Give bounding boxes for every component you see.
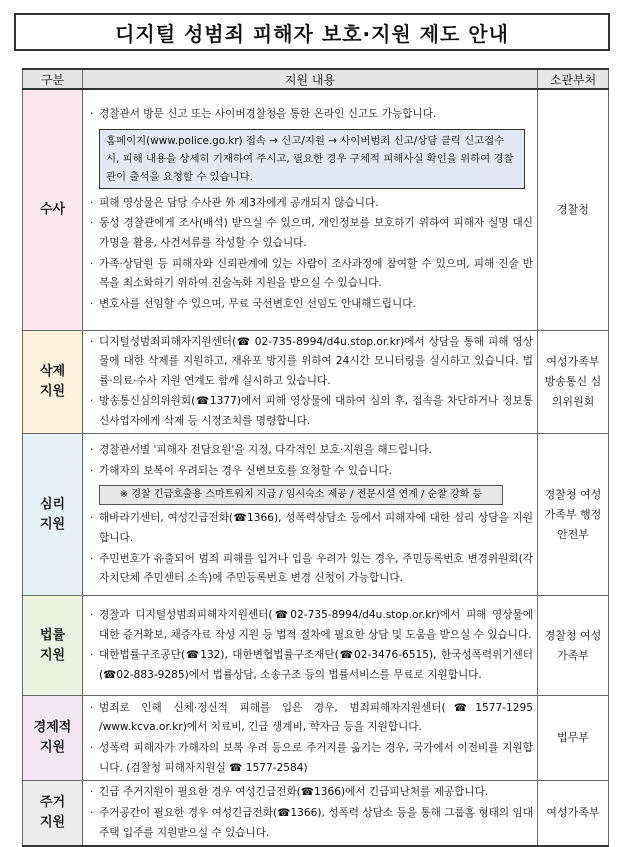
category-label: 경제적 지원 xyxy=(33,720,72,756)
category-cell xyxy=(23,696,83,781)
table-row-investigation xyxy=(23,89,609,330)
list-item: · 방송통신심의위원회(☎1377)에서 피해 영상물에 대하여 심의 후, 접속을 차단하거나 정보통신사업자에게 삭제 등 시정조치를 명령합니다. xyxy=(89,392,533,431)
list-item: · 가족·상담원 등 피해자와 신뢰관계에 있는 사람이 조사과정에 참여할 수 있으며, 피해 진술 반복을 최소화하기 위하여 진술녹화 지원을 받으실 수 있습니다. xyxy=(89,255,533,294)
content-cell xyxy=(83,596,538,696)
table-header-row xyxy=(23,69,609,89)
note-box: ※ 경찰 긴급호출용 스마트워치 지급 / 임시숙소 제공 / 전문시설 연계 / 순찰 강화 등 xyxy=(99,485,503,505)
category-label: 주거 지원 xyxy=(39,795,66,831)
dept-cell: 여성가족부 xyxy=(538,781,609,846)
table-row-housing xyxy=(23,781,609,846)
support-table xyxy=(22,68,609,847)
dept-cell: 법무부 xyxy=(538,696,609,781)
table-row-legal xyxy=(23,596,609,696)
content-cell xyxy=(83,781,538,846)
table-row-economic xyxy=(23,696,609,781)
header-dept: 소관부처 xyxy=(538,69,609,89)
category-cell xyxy=(23,330,83,434)
list-item: · 디지털성범죄피해자지원센터(☎ 02-735-8994/d4u.stop.or.kr)에서 상담을 통해 피해 영상물에 대한 삭제를 지원하고, 재유포 방지를 위하여 24시간 모니터링을 실시하고 있습니다. 법률·의료·수사 지원 연계도 함께 실시하고 있습니다. xyxy=(89,333,533,392)
list-item: · 대한법률구조공단(☎132), 대한변협법률구조재단(☎02-3476-6515), 한국성폭력위기센터(☎02-883-9285)에서 법률상담, 소송구조 등의 법률서비스를 무료로 지원합니다. xyxy=(89,646,533,685)
dept-cell xyxy=(538,434,609,596)
dept-cell xyxy=(538,330,609,434)
list-item: · 변호사를 선임할 수 있으며, 무료 국선변호인 선임도 안내해드립니다. xyxy=(89,295,533,315)
dept-cell: 경찰청 xyxy=(538,89,609,330)
table-row-deletion xyxy=(23,330,609,434)
note-box: 홈페이지(www.police.go.kr) 접속 → 신고/지원 → 사이버범죄 신고/상담 클릭 신고접수 시, 피해 내용을 상세히 기재하여 주시고, 필요한 경우 구체적 피해사실 확인을 위하여 경찰관이 출석을 요청할 수 있습니다. xyxy=(99,129,525,189)
content-cell xyxy=(83,696,538,781)
header-content: 지원 내용 xyxy=(83,69,538,89)
content-cell xyxy=(83,434,538,596)
category-cell xyxy=(23,781,83,846)
category-cell: 수사 xyxy=(23,89,83,330)
list-item: · 가해자의 보복이 우려되는 경우 신변보호를 요청할 수 있습니다. xyxy=(89,462,533,482)
header-category: 구분 xyxy=(23,69,83,89)
list-item: · 경찰관서 방문 신고 또는 사이버경찰청을 통한 온라인 신고도 가능합니다. xyxy=(89,105,533,125)
list-item: · 피해 영상물은 담당 수사관 外 제3자에게 공개되지 않습니다. xyxy=(89,194,533,214)
list-item: · 주거공간이 필요한 경우 여성긴급전화(☎1366), 성폭력 상담소 등을 통해 그룹홈 형태의 임대주택 입주를 지원받으실 수 있습니다. xyxy=(89,804,533,843)
list-item: · 주민번호가 유출되어 범죄 피해를 입거나 입을 우려가 있는 경우, 주민등록번호 변경위원회(각 자치단체 주민센터 소속)에 주민등록번호 변경 신청이 가능합니다. xyxy=(89,550,533,589)
list-item: · 경찰관서별 '피해자 전담요원'을 지정, 다각적인 보호·지원을 해드립니다. xyxy=(89,441,533,461)
list-item: · 긴급 주거지원이 필요한 경우 여성긴급전화(☎1366)에서 긴급피난처를 제공합니다. xyxy=(89,783,533,803)
category-cell xyxy=(23,434,83,596)
category-label: 법률 지원 xyxy=(39,627,66,663)
list-item: · 해바라기센터, 여성긴급전화(☎1366), 성폭력상담소 등에서 피해자에 대한 심리 상담을 지원합니다. xyxy=(89,509,533,548)
content-cell xyxy=(83,330,538,434)
dept-cell xyxy=(538,596,609,696)
content-cell xyxy=(83,89,538,330)
list-item: · 동성 경찰관에게 조사(배석) 받으실 수 있으며, 개인정보를 보호하기 위하여 피해자 실명 대신 가명을 활용, 사건서류를 작성할 수 있습니다. xyxy=(89,214,533,253)
category-cell xyxy=(23,596,83,696)
page-title: 디지털 성범죄 피해자 보호·지원 제도 안내 xyxy=(115,21,509,46)
category-label: 심리 지원 xyxy=(39,496,66,532)
table-row-psychological xyxy=(23,434,609,596)
dept-label: 여성가족부 방송통신 심의위원회 xyxy=(544,354,602,408)
dept-label: 경찰청 여성가족부 행정안전부 xyxy=(544,487,602,541)
dept-label: 경찰청 여성가족부 xyxy=(544,628,602,662)
list-item: · 성폭력 피해자가 가해자의 보복 우려 등으로 주거지를 옮기는 경우, 국가에서 이전비를 지원합니다. (검찰청 피해자지원실 ☎ 1577-2584) xyxy=(89,739,533,778)
list-item: · 범죄로 인해 신체·정신적 피해를 입은 경우, 범죄피해자지원센터(☎1577-1295 /www.kcva.or.kr)에서 치료비, 긴급 생계비, 학자금 등을 지원합니다. xyxy=(89,699,533,738)
list-item: · 경찰과 디지털성범죄피해자지원센터(☎02-735-8994/d4u.stop.or.kr)에서 피해 영상물에 대한 증거확보, 채증자료 작성 지원 등 법적 절차에 필요한 상담 및 도움을 받으실 수 있습니다. xyxy=(89,606,533,645)
page-title-box xyxy=(14,13,610,51)
category-label: 삭제 지원 xyxy=(39,363,66,399)
